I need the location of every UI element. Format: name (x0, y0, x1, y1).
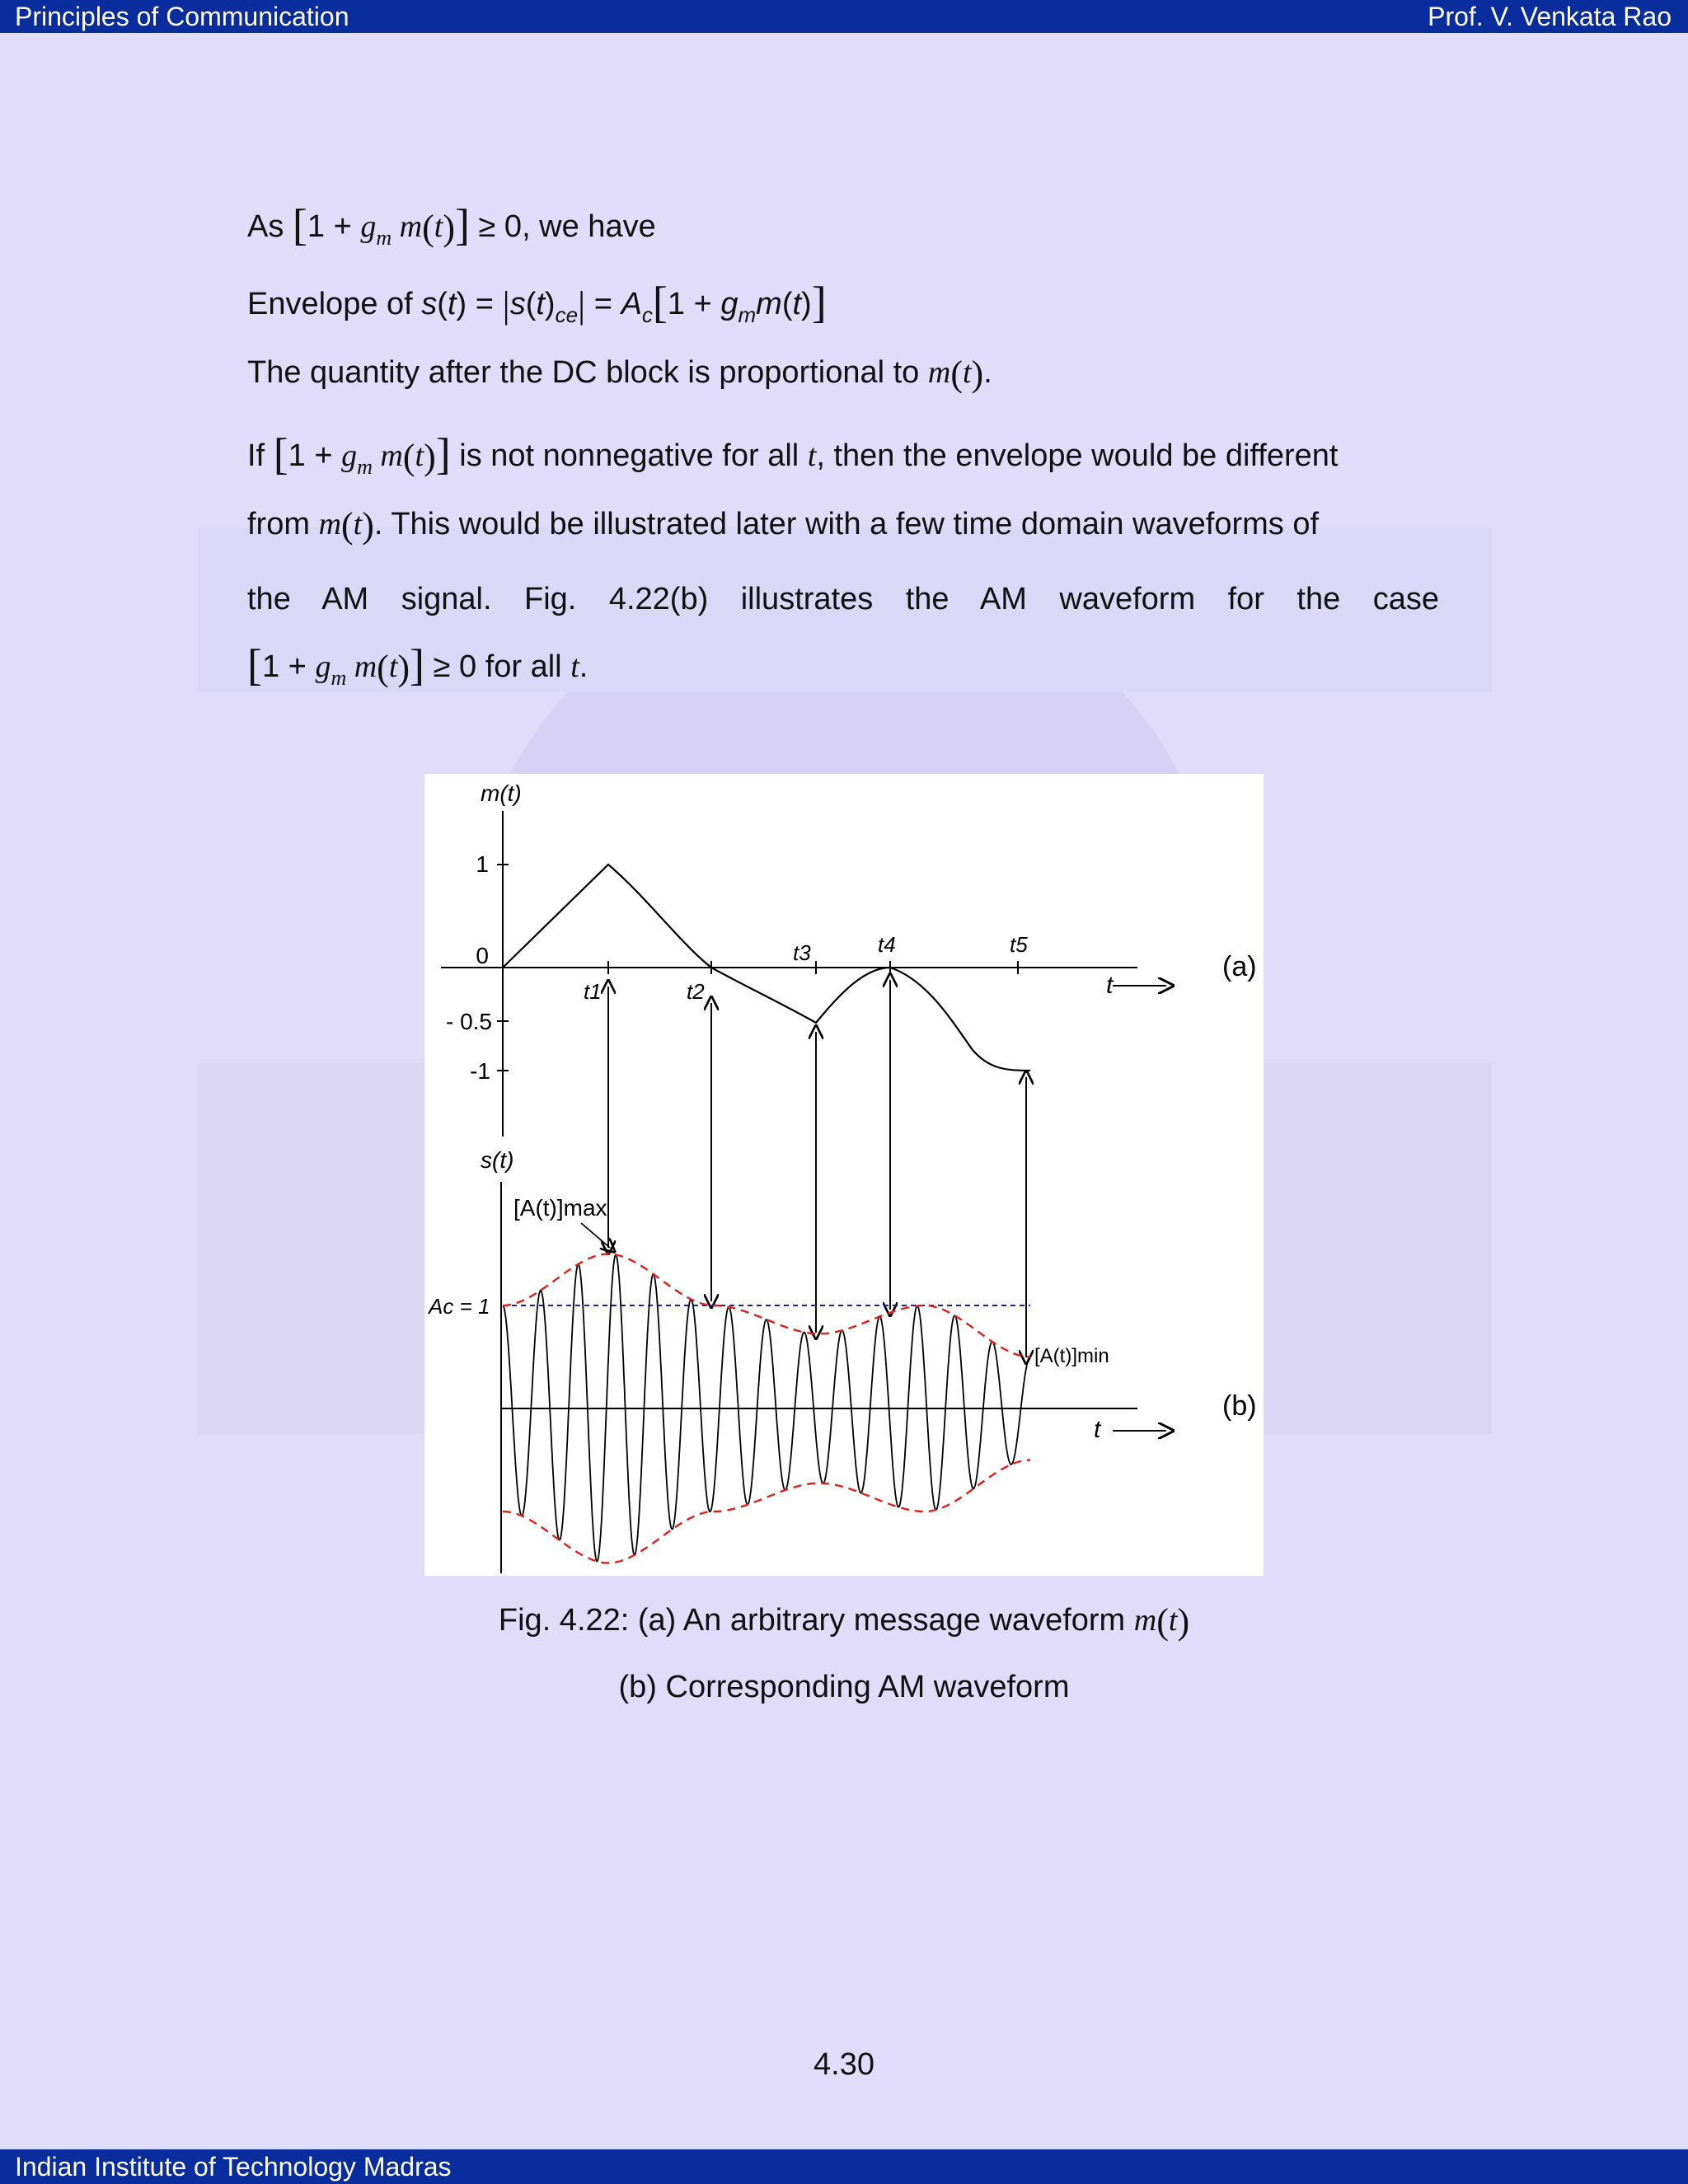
figure-caption-line-2: (b) Corresponding AM waveform (618, 1670, 1070, 1704)
a-tick-m05: - 0.5 (445, 1009, 492, 1034)
b-ylabel: s(t) (481, 1147, 514, 1173)
footer-institution: Indian Institute of Technology Madras (15, 2152, 452, 2182)
paragraph-line-1: As [$1 + g_m$ m(t)] ≥ 0, we have (247, 200, 656, 250)
paragraph-line-4: If [$1 + g_m$ m(t)] is not nonnegative for all t, then the envelope would be different (247, 429, 1339, 479)
header-title: Principles of Communication (15, 2, 349, 31)
b-min-label: [A(t)]min (1034, 1345, 1109, 1367)
paragraph-line-5: from m(t). This would be illustrated later with a few time domain waveforms of (247, 505, 1320, 546)
page-number: 4.30 (814, 2047, 874, 2082)
paragraph-line-2: Envelope of $s(t) = |s(t)_{ce}| = A_c[1 + g_mm(t)]$ (247, 278, 827, 327)
paragraph-line-6: the AM signal. Fig. 4.22(b) illustrates the AM waveform for the case (247, 582, 1439, 616)
paragraph-line-7: [$1 + g_m$ m(t)] ≥ 0 for all t. (247, 640, 588, 690)
a-label-t3: t3 (793, 940, 811, 965)
panel-b-label: (b) (1222, 1390, 1257, 1422)
b-xlabel: t (1094, 1416, 1101, 1443)
a-xlabel: t (1106, 972, 1114, 999)
a-tick-0: 0 (476, 943, 489, 968)
figure-4-22 (424, 774, 1264, 1576)
a-label-t2: t2 (687, 979, 705, 1004)
b-ac-label: Ac = 1 (429, 1294, 490, 1319)
a-ylabel: m(t) (481, 780, 522, 806)
panel-a-label: (a) (1222, 951, 1257, 982)
page-footer (0, 2149, 1688, 2184)
figure-svg (424, 774, 1264, 1576)
page-header (0, 0, 1688, 33)
a-tick-1: 1 (476, 851, 489, 877)
a-label-t5: t5 (1010, 932, 1028, 957)
header-author: Prof. V. Venkata Rao (1428, 2, 1672, 31)
a-tick-m1: -1 (470, 1058, 490, 1084)
a-label-t1: t1 (584, 979, 602, 1004)
lower-envelope (503, 1460, 1030, 1563)
a-label-t4: t4 (878, 932, 896, 957)
figure-caption-line-1: Fig. 4.22: (a) An arbitrary message waveform m(t) (498, 1601, 1190, 1642)
b-max-label: [A(t)]max (513, 1195, 607, 1221)
paragraph-line-3: The quantity after the DC block is proportional to m(t). (247, 354, 992, 394)
